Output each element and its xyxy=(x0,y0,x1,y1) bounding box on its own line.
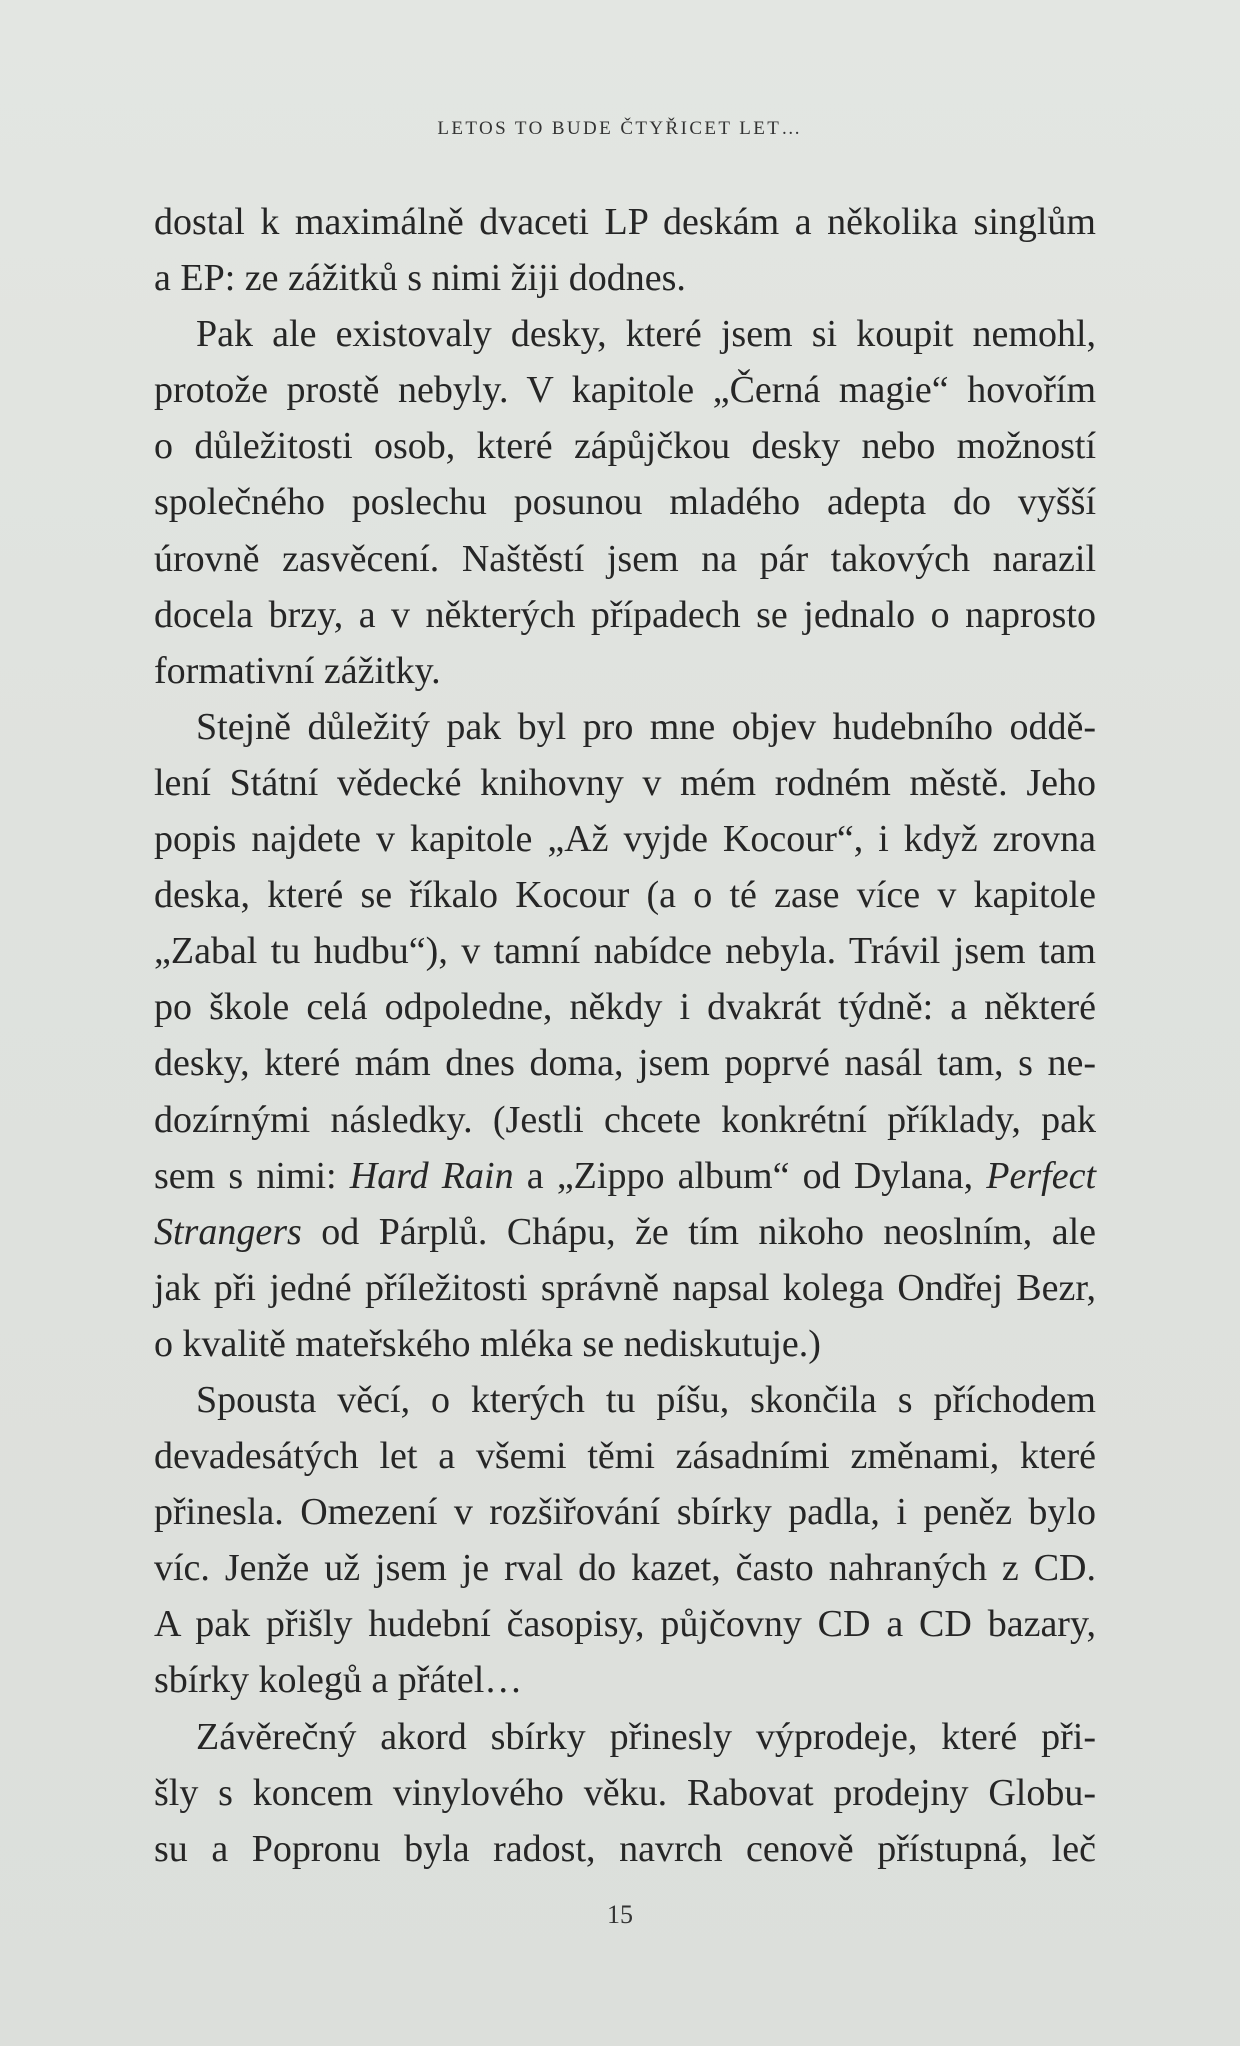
text-segment: společného poslechu posunou mladého adepta do vyšší xyxy=(154,481,1096,524)
text-line xyxy=(154,194,1096,250)
text-segment: jak při jedné příležitosti správně napsal kolega Ondřej Bezr, xyxy=(154,1266,1096,1309)
text-segment: sem s nimi: xyxy=(154,1154,350,1197)
italic-title: Perfect xyxy=(986,1154,1096,1197)
text-segment: po škole celá odpoledne, někdy i dvakrát týdně: a některé xyxy=(154,986,1096,1029)
text-segment: víc. Jenže už jsem je rval do kazet, často nahraných z CD. xyxy=(154,1547,1096,1590)
text-segment: Pak ale existovaly desky, které jsem si koupit nemohl, xyxy=(196,313,1096,356)
text-line xyxy=(154,362,1096,418)
text-segment: úrovně zasvěcení. Naštěstí jsem na pár takových narazil xyxy=(154,537,1096,580)
text-line xyxy=(154,1092,1096,1148)
running-head: LETOS TO BUDE ČTYŘICET LET… xyxy=(437,118,803,139)
text-segment: desky, které mám dnes doma, jsem poprvé nasál tam, s ne- xyxy=(154,1042,1096,1085)
text-segment: o důležitosti osob, které zápůjčkou desky nebo možností xyxy=(154,425,1096,468)
text-line xyxy=(154,979,1096,1035)
text-line xyxy=(154,923,1096,979)
text-line xyxy=(154,811,1096,867)
text-line xyxy=(154,1709,1096,1765)
text-segment: dozírnými následky. (Jestli chcete konkrétní příklady, pak xyxy=(154,1098,1096,1141)
text-line xyxy=(154,755,1096,811)
text-line xyxy=(154,1260,1096,1316)
text-line xyxy=(154,1596,1096,1652)
text-line xyxy=(154,1652,1096,1708)
text-line xyxy=(154,474,1096,530)
text-segment: deska, které se říkalo Kocour (a o té zase více v kapitole xyxy=(154,874,1096,917)
text-segment: su a Popronu byla radost, navrch cenově přístupná, leč xyxy=(154,1827,1096,1870)
text-line xyxy=(154,1316,1096,1372)
text-segment: A pak přišly hudební časopisy, půjčovny CD a CD bazary, xyxy=(154,1603,1096,1646)
text-segment: Stejně důležitý pak byl pro mne objev hudebního oddě- xyxy=(196,705,1096,748)
text-line xyxy=(154,1428,1096,1484)
text-segment: a EP: ze zážitků s nimi žiji dodnes. xyxy=(154,257,686,300)
text-line xyxy=(154,1372,1096,1428)
text-line xyxy=(154,867,1096,923)
text-segment: o kvalitě mateřského mléka se nediskutuje.) xyxy=(154,1322,821,1365)
text-line xyxy=(154,531,1096,587)
text-line xyxy=(154,1484,1096,1540)
text-line xyxy=(154,250,1096,306)
text-line xyxy=(154,587,1096,643)
italic-title: Hard Rain xyxy=(349,1154,514,1197)
text-line xyxy=(154,1765,1096,1821)
text-segment: sbírky kolegů a přátel… xyxy=(154,1659,523,1702)
text-line xyxy=(154,306,1096,362)
text-line xyxy=(154,699,1096,755)
text-line xyxy=(154,1204,1096,1260)
text-segment: a „Zippo album“ od Dylana, xyxy=(513,1154,987,1197)
text-segment: formativní zážitky. xyxy=(154,649,441,692)
text-segment: popis najdete v kapitole „Až vyjde Kocour“, i když zrovna xyxy=(154,818,1096,861)
text-segment: docela brzy, a v některých případech se jednalo o naprosto xyxy=(154,593,1096,636)
text-segment: lení Státní vědecké knihovny v mém rodném městě. Jeho xyxy=(154,761,1096,804)
body-text xyxy=(154,194,1096,1877)
text-line xyxy=(154,418,1096,474)
italic-title: Strangers xyxy=(154,1210,302,1253)
text-segment: dostal k maximálně dvaceti LP deskám a několika singlům xyxy=(154,201,1096,243)
page-number: 15 xyxy=(607,1900,633,1929)
text-line xyxy=(154,1821,1096,1877)
text-line xyxy=(154,1540,1096,1596)
text-segment: Závěrečný akord sbírky přinesly výprodeje, které při- xyxy=(196,1715,1096,1758)
text-segment: protože prostě nebyly. V kapitole „Černá magie“ hovořím xyxy=(154,369,1096,412)
text-segment: od Párplů. Chápu, že tím nikoho neoslním, ale xyxy=(301,1210,1096,1253)
text-segment: devadesátých let a všemi těmi zásadními změnami, které xyxy=(154,1435,1096,1478)
text-segment: přinesla. Omezení v rozšiřování sbírky padla, i peněz bylo xyxy=(154,1491,1096,1534)
text-line xyxy=(154,1148,1096,1204)
text-segment: „Zabal tu hudbu“), v tamní nabídce nebyla. Trávil jsem tam xyxy=(154,930,1096,973)
text-segment: Spousta věcí, o kterých tu píšu, skončila s příchodem xyxy=(196,1378,1096,1421)
text-segment: šly s koncem vinylového věku. Rabovat prodejny Globu- xyxy=(154,1771,1096,1814)
text-line xyxy=(154,1035,1096,1091)
text-line xyxy=(154,643,1096,699)
